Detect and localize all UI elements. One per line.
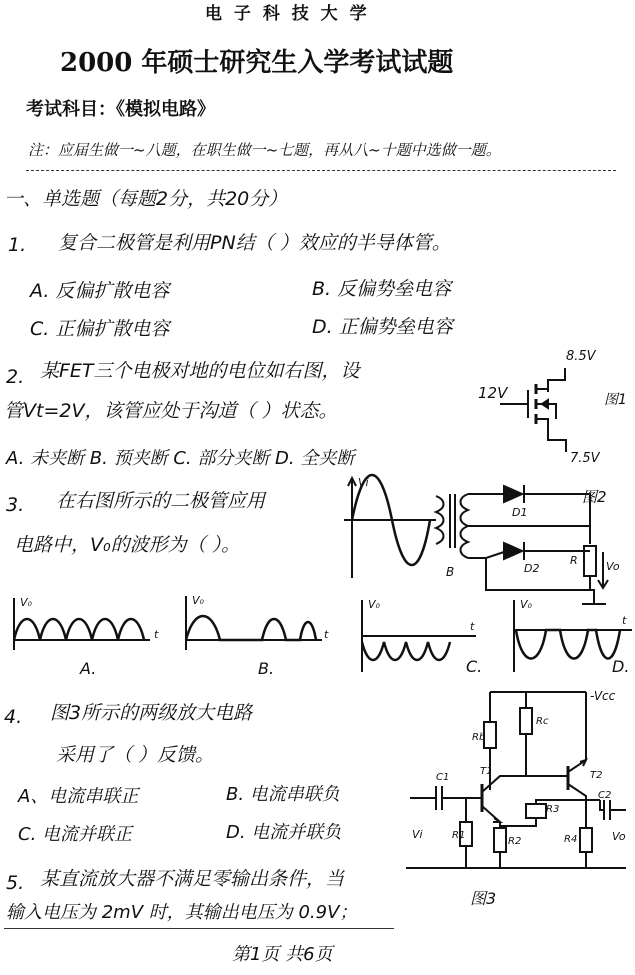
fig3-c2-label: C2	[598, 790, 612, 801]
fig3-vo-label: Vo	[612, 830, 626, 843]
q4-number: 4.	[4, 706, 23, 728]
q4-option-a: A、电流串联正	[18, 786, 139, 807]
q4-stem-line1: 图3所示的两级放大电路	[50, 702, 253, 724]
page-footer: 第1页 共6页	[232, 944, 333, 965]
waveform-c-axis: V₀	[368, 598, 380, 611]
fig2-label: 图2	[582, 488, 607, 506]
q1-option-c: C. 正偏扩散电容	[30, 318, 170, 340]
q2-options: A. 未夹断 B. 预夹断 C. 部分夹断 D. 全夹断	[6, 448, 355, 469]
figure2-rectifier	[344, 475, 620, 604]
waveform-b-axis: V₀	[192, 594, 204, 607]
q1-option-a: A. 反偏扩散电容	[30, 280, 170, 302]
waveform-d-label: D.	[612, 657, 630, 676]
waveform-a-t: t	[154, 628, 159, 641]
exam-note: 注：应届生做一~八题，在职生做一~七题，再从八~十题中选做一题。	[28, 141, 501, 159]
waveform-b-t: t	[324, 628, 329, 641]
university-name: 电 子 科 技 大 学	[205, 4, 370, 24]
fig3-r3-label: R3	[546, 804, 560, 815]
fig2-vo-label: Vo	[606, 560, 620, 573]
waveform-d-axis: V₀	[520, 598, 532, 611]
fig1-top-voltage: 8.5V	[566, 349, 596, 364]
q2-stem-line1: 某FET三个电极对地的电位如右图，设	[40, 360, 360, 382]
waveform-d	[514, 598, 632, 676]
exam-subject: 考试科目：《模拟电路》	[26, 99, 215, 120]
q3-number: 3.	[6, 494, 25, 516]
q3-stem-line2: 电路中，V₀的波形为（ ）。	[14, 534, 241, 556]
fig1-bottom-voltage: 7.5V	[570, 451, 600, 466]
q5-stem-line2: 输入电压为 2mV 时，其输出电压为 0.9V；	[6, 902, 358, 923]
fig2-vi-label: Vi	[358, 476, 369, 489]
fig2-r-label: R	[570, 554, 578, 567]
q1-option-b: B. 反偏势垒电容	[312, 278, 452, 300]
fig3-vcc-label: -Vcc	[590, 689, 616, 703]
waveform-a	[14, 596, 159, 678]
q4-option-c: C. 电流并联正	[18, 824, 133, 845]
waveform-d-t: t	[622, 614, 627, 627]
figure3-amplifier	[406, 689, 626, 908]
q3-stem-line1: 在右图所示的二极管应用	[56, 490, 266, 512]
section-title: 一、单选题（每题2分，共20分）	[4, 188, 288, 210]
fig3-t2-label: T2	[590, 770, 603, 781]
figure1-fet	[478, 349, 627, 466]
q1-stem: 复合二极管是利用PN结（ ）效应的半导体管。	[58, 232, 451, 254]
q4-option-b: B. 电流串联负	[226, 784, 340, 805]
q2-stem-line2: 管Vt=2V，该管应处于沟道（ ）状态。	[4, 400, 338, 422]
exam-title: 2000 年硕士研究生入学考试试题	[60, 48, 454, 78]
fig3-r4-label: R4	[564, 834, 578, 845]
fig3-rc-label: Rc	[536, 716, 549, 727]
waveform-a-axis: V₀	[20, 596, 32, 609]
waveform-c-t: t	[470, 620, 475, 633]
waveform-a-label: A.	[80, 659, 97, 678]
fig3-t1-label: T1	[480, 766, 493, 777]
fig1-label: 图1	[604, 392, 627, 408]
q1-number: 1.	[8, 234, 27, 256]
q1-option-d: D. 正偏势垒电容	[312, 316, 453, 338]
fig3-label: 图3	[470, 889, 497, 908]
fig3-r1-label: R1	[452, 830, 466, 841]
fig2-d1-label: D1	[512, 506, 528, 519]
fig3-rb-label: Rb	[472, 732, 486, 743]
q5-number: 5.	[6, 872, 25, 894]
waveform-c-label: C.	[466, 657, 483, 676]
fig2-b-label: B	[446, 565, 455, 579]
fig3-c1-label: C1	[436, 772, 450, 783]
waveform-c	[362, 598, 482, 676]
q4-option-d: D. 电流并联负	[226, 822, 342, 843]
fig2-d2-label: D2	[524, 562, 540, 575]
q4-stem-line2: 采用了（ ）反馈。	[56, 744, 215, 766]
fig3-vi-label: Vi	[412, 828, 423, 841]
q5-stem-line1: 某直流放大器不满足零输出条件，当	[40, 868, 345, 890]
waveform-b-label: B.	[258, 659, 275, 678]
fig3-r2-label: R2	[508, 836, 522, 847]
q2-number: 2.	[6, 366, 25, 388]
fig1-gate-voltage: 12V	[478, 384, 508, 402]
waveform-b	[186, 594, 329, 678]
